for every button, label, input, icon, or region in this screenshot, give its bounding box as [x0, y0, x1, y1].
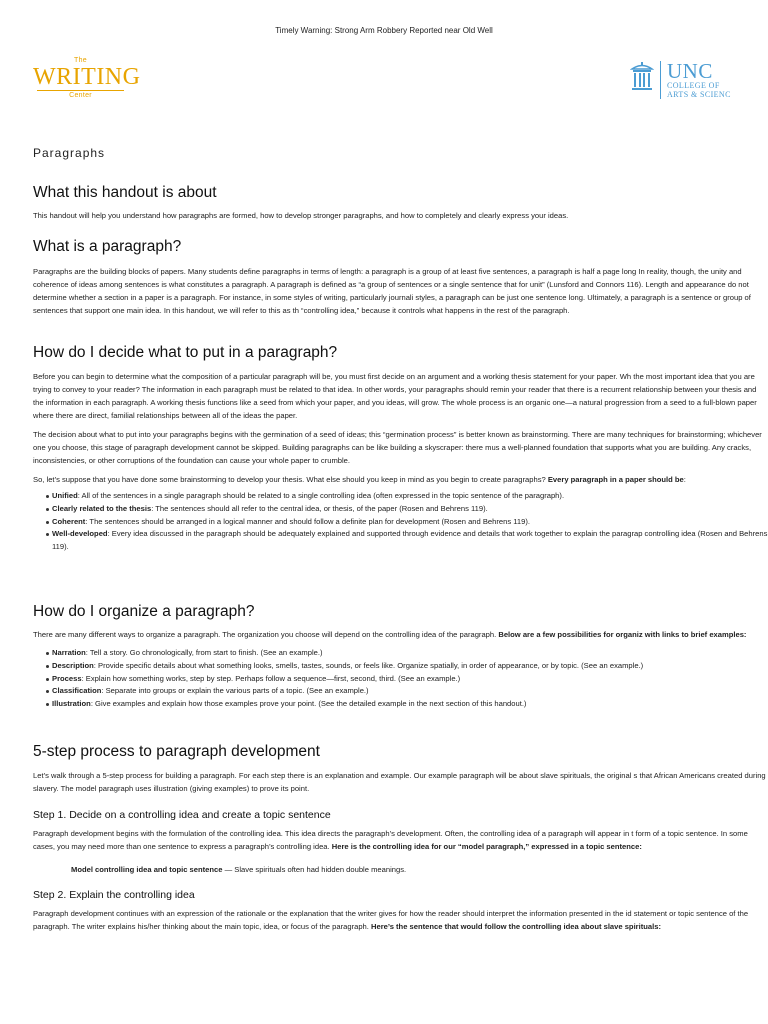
- paragraph-emphasis: Here’s the sentence that would follow the controlling idea about slave spirituals:: [370, 922, 662, 931]
- list-item: [52, 516, 768, 529]
- section-heading: How do I decide what to put in a paragraph?: [33, 344, 338, 361]
- list-item-text[interactable]: : Separate into groups or explain the various parts of a topic. (See an example.): [101, 686, 369, 696]
- list-item-text[interactable]: : Provide specific details about what something looks, smells, tastes, sounds, or feels like. Organize spatially, in order of appearance, or by topic. (See an example.): [93, 660, 644, 670]
- list-item: [52, 660, 768, 673]
- list-item: [52, 528, 768, 554]
- list-item-term: Unified: [52, 491, 78, 500]
- paragraph-emphasis: Here is the controlling idea for our “model paragraph,” expressed in a topic sentence:: [331, 842, 642, 851]
- list-item: [52, 647, 768, 660]
- step-heading: Step 2. Explain the controlling idea: [33, 889, 195, 901]
- section-what-this-handout-is-about: [33, 183, 768, 222]
- list-item-text[interactable]: : Explain how something works, step by step. Perhaps follow a sequence—first, second, third. (See an example.): [81, 673, 461, 683]
- step-heading: Step 1. Decide on a controlling idea and create a topic sentence: [33, 809, 331, 821]
- logo-writing: WRITING: [33, 64, 141, 90]
- organization-types-list: [33, 647, 768, 711]
- logo-center: Center: [69, 92, 92, 99]
- paragraph: Let’s walk through a 5-step process for building a paragraph. For each step there is an explanation and example. Our example paragraph will be about slave spirituals, the original s that African Americans created during slavery. The model paragraph uses illustration (giving examples) to prove its point.: [33, 771, 766, 793]
- model-label: Model controlling idea and topic sentence: [71, 865, 223, 874]
- section-five-step-process: [33, 742, 768, 933]
- paragraph-emphasis: Every paragraph in a paper should be: [547, 475, 684, 484]
- logo-arts-sciences: ARTS & SCIENC: [667, 90, 731, 99]
- paragraph-text: There are many different ways to organize a paragraph. The organization you choose will depend on the controlling idea of the paragraph.: [33, 630, 499, 639]
- section-organize-a-paragraph: [33, 602, 768, 711]
- list-item-term: Description: [52, 660, 94, 670]
- list-item-term: Well-developed: [52, 529, 108, 539]
- list-item-text[interactable]: : Tell a story. Go chronologically, from start to finish. (See an example.): [85, 648, 323, 657]
- list-item-text: : The sentences should be arranged in a logical manner and should follow a definite plan for development (Rosen and Behrens 119).: [85, 516, 531, 526]
- section-heading: How do I organize a paragraph?: [33, 603, 255, 620]
- paragraph-qualities-list: [33, 490, 768, 554]
- section-heading: What is a paragraph?: [33, 238, 182, 255]
- handout-content: [33, 0, 768, 1024]
- list-item-term: Process: [52, 673, 82, 683]
- list-item: [52, 673, 768, 686]
- section-heading: 5-step process to paragraph development: [33, 743, 320, 760]
- paragraph: [33, 907, 768, 933]
- paragraph: Paragraphs are the building blocks of papers. Many students define paragraphs in terms of length: a paragraph is a group of at least five sentences, a paragraph is half a page long In reality, though, the unity and coherence of ideas among sentences is what constitutes a paragraph. A paragraph is defined as “a group of sentences or a single sentence that for unit” (Lunsford and Connors 116). Length and appearance do not determine whether a section in a paper is a paragraph. For instance, in some styles of writing, particularly journali styles, a paragraph can be just one sentence long. Ultimately, a paragraph is a sentence or group of sentences that support one main idea. In this handout, we will refer to this as th “controlling idea,” because it controls what happens in the rest of the paragraph.: [33, 267, 751, 315]
- list-item-term: Narration: [52, 648, 86, 657]
- list-item-text: : Every idea discussed in the paragraph should be adequately explained and supported through evidence and details that work together to explain the paragrap controlling idea (Rosen and Behrens 119).: [52, 529, 768, 552]
- paragraph: This handout will help you understand how paragraphs are formed, how to develop stronger paragraphs, and how to completely and clearly express your ideas.: [33, 211, 569, 220]
- model-topic-sentence: [33, 863, 768, 876]
- paragraph-text: Paragraph development continues with an expression of the rationale or the explanation that the writer gives for how the reader should interpret the information presented in the id statement or topic sentence of the paragraph. The writer explains his/her thinking about the main topic, idea, or focus of the paragraph.: [33, 909, 749, 931]
- page-title: Paragraphs: [33, 146, 106, 160]
- paragraph: [33, 473, 768, 486]
- list-item-term: Clearly related to the thesis: [52, 503, 152, 513]
- list-item-term: Coherent: [52, 516, 86, 526]
- paragraph: [33, 827, 768, 853]
- model-text: — Slave spirituals often had hidden double meanings.: [222, 865, 407, 874]
- paragraph: [33, 628, 768, 641]
- logo-college-of: COLLEGE OF: [667, 81, 720, 90]
- logo-the: The: [74, 57, 87, 64]
- list-item-text: : All of the sentences in a single paragraph should be related to a single controlling idea (often expressed in the topic sentence of the paragraph).: [77, 491, 565, 500]
- paragraph-text: Paragraph development begins with the formulation of the controlling idea. This idea directs the paragraph’s development. Often, the controlling idea of a paragraph will appear in t form of a topic sentence. In some cases, you may need more than one sentence to express a paragraph’s controlling idea.: [33, 829, 748, 851]
- paragraph-end: :: [683, 475, 686, 484]
- list-item-term: Classification: [52, 686, 102, 696]
- section-decide-what-to-put: [33, 343, 768, 554]
- list-item-text: : The sentences should all refer to the central idea, or thesis, of the paper (Rosen and Behrens 119).: [151, 503, 488, 513]
- paragraph: The decision about what to put into your paragraphs begins with the germination of a seed of ideas; this “germination process” is better known as brainstorming. There are many techniques for brainstorming; whichever one you choose, this stage of paragraph development cannot be skipped. Building paragraphs can be like building a skyscraper: there mus a well-planned foundation that supports what you are building. Any cracks, inconsistencies, or other corruptions of the foundation can cause your whole paper to crumble.: [33, 430, 762, 465]
- section-what-is-a-paragraph: [33, 237, 768, 317]
- list-item-term: Illustration: [52, 699, 91, 709]
- list-item: [52, 503, 768, 516]
- paragraph-text: So, let’s suppose that you have done some brainstorming to develop your thesis. What else should you keep in mind as you begin to create paragraphs?: [33, 475, 548, 484]
- section-heading: What this handout is about: [33, 184, 217, 201]
- list-item: [52, 698, 768, 711]
- list-item: [52, 490, 768, 503]
- list-item: [52, 685, 768, 698]
- list-item-text: : Give examples and explain how those examples prove your point. (See the detailed example in the next section of this handout.): [90, 699, 527, 709]
- logo-unc: UNC: [667, 59, 713, 83]
- paragraph: Before you can begin to determine what the composition of a particular paragraph will be, you must first decide on an argument and a working thesis statement for your paper. Wh the most important idea that you are trying to convey to your reader? The information in each paragraph must be related to that idea. In other words, your paragraphs should remin your reader that there is a recurrent relationship between your thesis and the information in each paragraph. A working thesis functions like a seed from which your paper, and you ideas, will grow. The whole process is an organic one—a natural progression from a seed to a full-blown paper where there are direct, familial relationships between all of the ideas the paper.: [33, 372, 757, 420]
- paragraph-emphasis: Below are a few possibilities for organiz with links to brief examples:: [498, 630, 747, 639]
- timely-warning-link[interactable]: Timely Warning: Strong Arm Robbery Reported near Old Well: [275, 26, 493, 35]
